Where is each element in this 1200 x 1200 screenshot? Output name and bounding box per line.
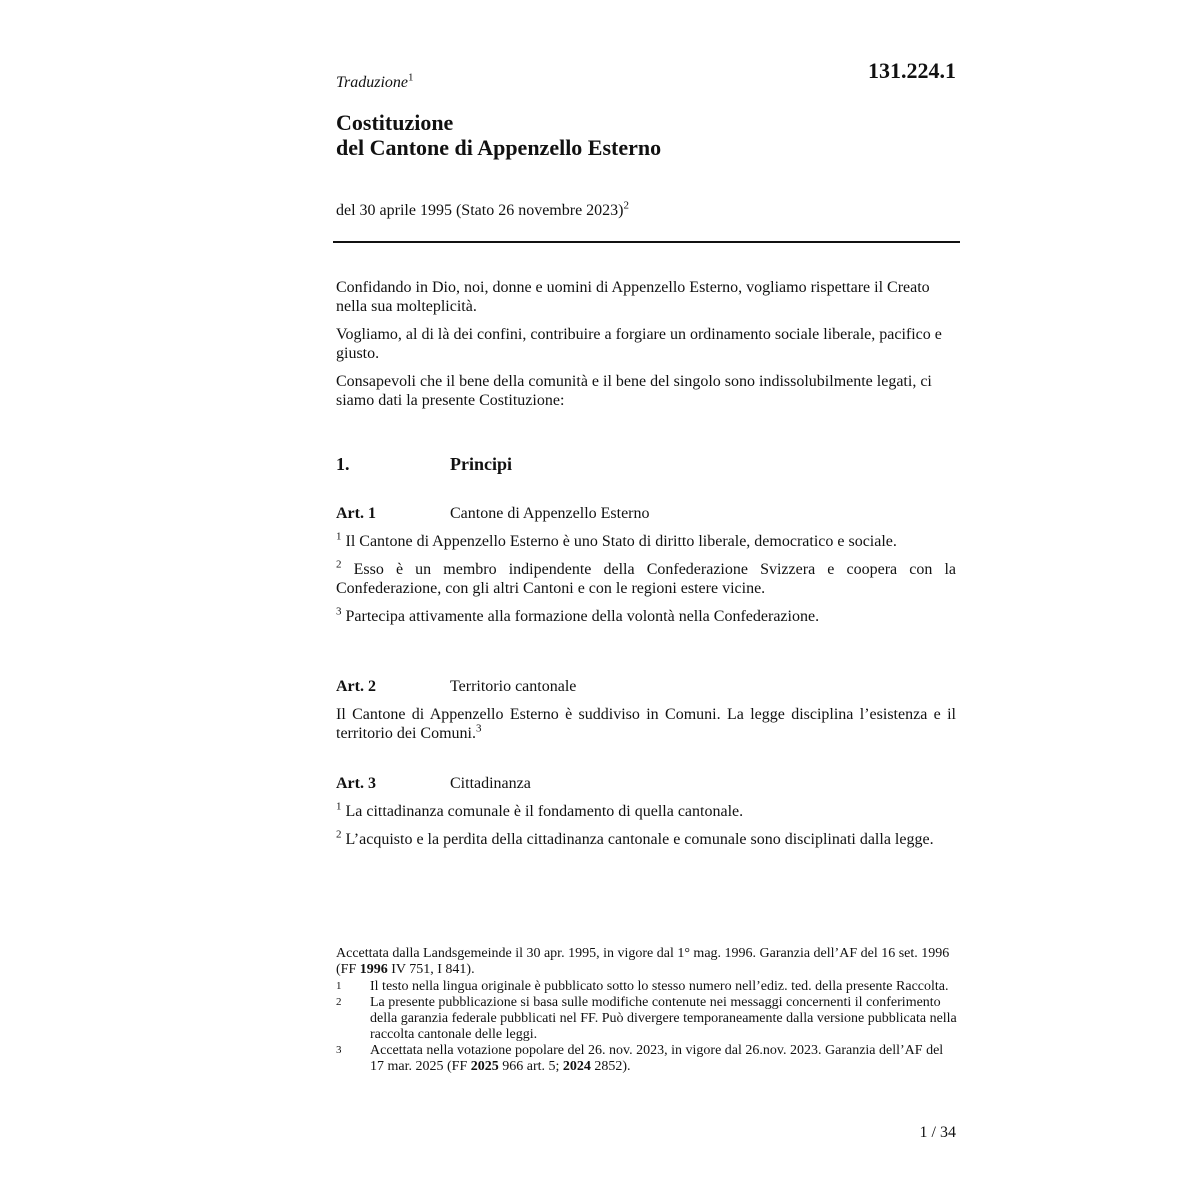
chapter-number: 1. — [336, 454, 350, 474]
article-title: Cittadinanza — [450, 775, 531, 792]
paragraph-text: Il Cantone di Appenzello Esterno è uno Stato di diritto liberale, democratico e sociale. — [345, 533, 897, 550]
article-paragraph — [336, 532, 956, 551]
sr-number: 131.224.1 — [868, 58, 956, 83]
article-heading — [336, 504, 956, 523]
footnote-text-part: 2852). — [590, 1059, 631, 1074]
paragraph-text: L’acquisto e la perdita della cittadinanza cantonale e comunale sono disciplinati dalla legge. — [345, 831, 934, 848]
paragraph-text: Partecipa attivamente alla formazione della volontà nella Confederazione. — [345, 608, 820, 625]
footnote-2 — [336, 995, 958, 1043]
preamble-paragraph: Confidando in Dio, noi, donne e uomini di Appenzello Esterno, vogliamo rispettare il Creato nella sua molteplicità. — [336, 279, 930, 315]
chapter-heading — [336, 454, 512, 475]
paragraph-number: 1 — [336, 800, 342, 813]
header-divider — [333, 241, 960, 243]
footnote-1 — [336, 979, 958, 995]
article-paragraph — [336, 830, 956, 849]
footnote-ref[interactable]: 2 — [623, 199, 629, 212]
paragraph-text: Esso è un membro indipendente della Confederazione Svizzera e coopera con la Confederazione, con gli altri Cantoni e con le regioni estere vicine. — [336, 561, 957, 597]
footnote-ref[interactable]: 1 — [408, 71, 414, 84]
footnote-number: 2 — [336, 996, 342, 1008]
document-date — [336, 199, 629, 220]
footnote-text: Accettata dalla Landsgemeinde il 30 apr. 1995, in vigore dal 1° mag. 1996. Garanzia dell’AF del 16 set. 1996 (FF — [336, 946, 950, 977]
paragraph-text: La cittadinanza comunale è il fondamento di quella cantonale. — [345, 803, 744, 820]
article-paragraph — [336, 607, 956, 626]
footnote-text-part: Accettata nella votazione popolare del 26. nov. 2023, in vigore dal 26.nov. 2023. Garanzia dell’AF del 17 mar. 2025 (FF — [370, 1043, 944, 1074]
footnote-ref[interactable]: 3 — [475, 722, 482, 735]
article-number: Art. 2 — [336, 678, 376, 695]
chapter-title: Principi — [450, 454, 512, 474]
footnote-3 — [336, 1043, 958, 1075]
date-text: del 30 aprile 1995 (Stato 26 novembre 2023) — [336, 202, 624, 219]
paragraph-number: 2 — [336, 558, 342, 571]
footnote-bold: 1996 — [359, 962, 388, 977]
paragraph-number: 2 — [336, 828, 342, 841]
article-1 — [336, 504, 956, 635]
preamble — [336, 278, 956, 419]
article-2 — [336, 677, 956, 752]
paragraph-number: 3 — [336, 605, 342, 618]
footnote-number: 3 — [336, 1044, 342, 1056]
footnote-text: IV 751, I 841). — [387, 962, 475, 977]
footnotes — [336, 946, 958, 1075]
footnote-intro — [336, 946, 958, 978]
article-heading — [336, 677, 956, 696]
title-line-2: del Cantone di Appenzello Esterno — [336, 135, 662, 160]
page-number: 1 / 34 — [919, 1124, 956, 1141]
document-title — [336, 110, 661, 160]
article-title: Territorio cantonale — [450, 678, 577, 695]
preamble-paragraph: Vogliamo, al di là dei confini, contribuire a forgiare un ordinamento sociale liberale, pacifico e giusto. — [336, 326, 942, 362]
translation-text: Traduzione — [336, 74, 409, 91]
article-3 — [336, 774, 956, 858]
article-number: Art. 1 — [336, 505, 376, 522]
footnote-text — [370, 1043, 958, 1075]
footnote-text: Il testo nella lingua originale è pubblicato sotto lo stesso numero nell’ediz. ted. della presente Raccolta. — [370, 979, 949, 994]
article-title: Cantone di Appenzello Esterno — [450, 505, 650, 522]
footnote-bold: 2024 — [562, 1059, 591, 1074]
article-paragraph — [336, 560, 956, 598]
title-line-1: Costituzione — [336, 110, 454, 135]
footnote-bold: 2025 — [470, 1059, 499, 1074]
footnote-number: 1 — [336, 980, 342, 992]
article-paragraph — [336, 802, 956, 821]
translation-label — [336, 71, 414, 92]
paragraph-number: 1 — [336, 530, 342, 543]
footnote-text-part: 966 art. 5; — [498, 1059, 563, 1074]
article-heading — [336, 774, 956, 793]
article-paragraph — [336, 705, 956, 743]
article-number: Art. 3 — [336, 775, 376, 792]
paragraph-text: Il Cantone di Appenzello Esterno è suddiviso in Comuni. La legge disciplina l’esistenza e il territorio dei Comuni. — [336, 706, 956, 742]
preamble-paragraph: Consapevoli che il bene della comunità e il bene del singolo sono indissolubilmente legati, ci siamo dati la presente Costituzione: — [336, 373, 932, 409]
footnote-text: La presente pubblicazione si basa sulle modifiche contenute nei messaggi concernenti il conferimento della garanzia federale pubblicati nel FF. Può divergere temporaneamente dalla versione pubblicata nella raccolta cantonale delle leggi. — [370, 995, 957, 1042]
